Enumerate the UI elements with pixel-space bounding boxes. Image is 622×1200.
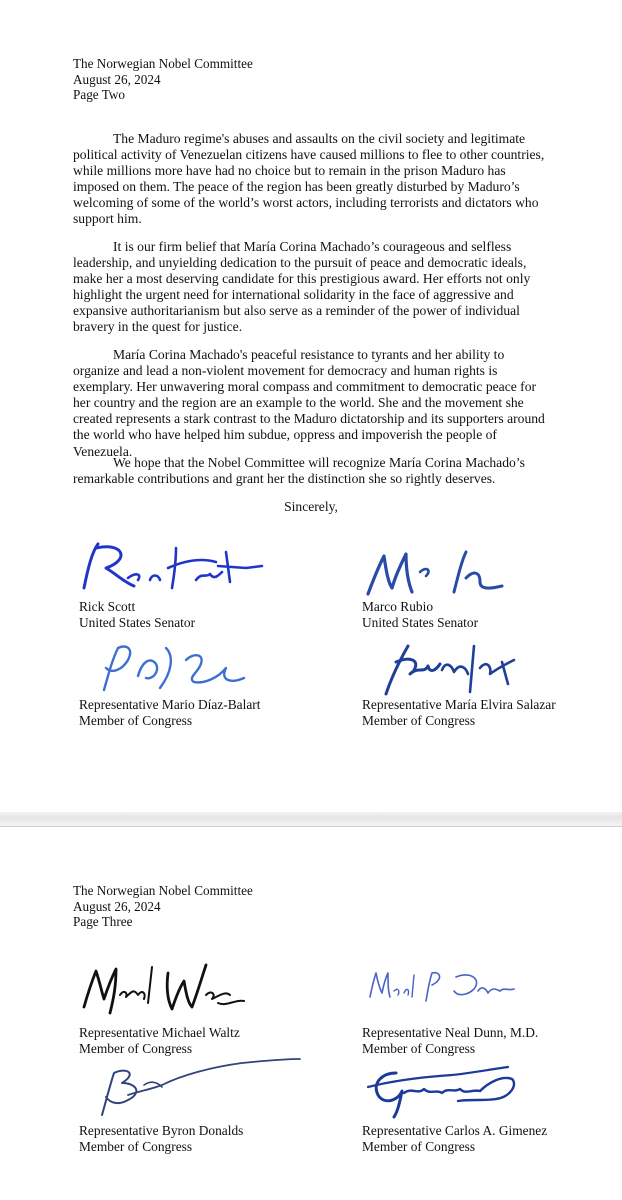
paragraph-1: The Maduro regime's abuses and assaults on the civil society and legitimate political activity of Venezuelan citizens have caused millions to flee to other countries, while millions more have had no choice but to remain in the prison Maduro has imposed on them. The peace of the region has been greatly disturbed by Maduro’s welcoming of some of the world’s worst actors, including terrorists and dictators who support him.	[73, 131, 545, 227]
signature-maria-elvira-salazar	[380, 640, 530, 700]
paragraph-4: We hope that the Nobel Committee will recognize María Corina Machado’s remarkable contributions and grant her the distinction she so rightly deserves.	[73, 455, 525, 487]
signature-marco-rubio	[362, 548, 522, 598]
signer-block-rick-scott	[79, 599, 195, 631]
date-line: August 26, 2024	[73, 898, 161, 914]
letter-header	[73, 56, 253, 103]
page-number-line: Page Three	[73, 914, 133, 929]
signer-block-mario-diaz-balart	[79, 697, 260, 729]
signer-title: United States Senator	[362, 615, 479, 630]
signer-title: United States Senator	[79, 615, 196, 630]
signer-name: Representative Mario Díaz-Balart	[79, 697, 261, 712]
signer-name: Representative Neal Dunn, M.D.	[362, 1025, 539, 1040]
page-separator	[0, 812, 622, 827]
signer-block-michael-waltz	[79, 1025, 240, 1057]
letter-header	[73, 883, 253, 930]
signer-name: Marco Rubio	[362, 599, 434, 614]
signer-title: Member of Congress	[79, 713, 193, 728]
paragraph-2: It is our firm belief that María Corina Machado’s courageous and selfless leadership, and unyielding dedication to the pursuit of peace and democratic ideals, make her a most deserving candidate for this prestigious award. Her efforts not only highlight the urgent need for international solidarity in the face of aggressive and expansive authoritarianism but also serve as a reminder of the power of individual bravery in the quest for justice.	[73, 239, 531, 335]
signer-name: Representative María Elvira Salazar	[362, 697, 556, 712]
signer-name: Representative Michael Waltz	[79, 1025, 240, 1040]
signer-name: Representative Byron Donalds	[79, 1123, 244, 1138]
signer-block-byron-donalds	[79, 1123, 243, 1155]
signer-block-neal-dunn	[362, 1025, 538, 1057]
recipient-line: The Norwegian Nobel Committee	[73, 56, 253, 71]
signer-title: Member of Congress	[79, 1041, 193, 1056]
signer-block-carlos-gimenez	[362, 1123, 547, 1155]
signature-carlos-gimenez	[362, 1059, 522, 1121]
signature-rick-scott	[76, 538, 276, 594]
signature-byron-donalds	[92, 1055, 312, 1121]
signer-title: Member of Congress	[362, 1139, 476, 1154]
recipient-line: The Norwegian Nobel Committee	[73, 883, 253, 898]
date-line: August 26, 2024	[73, 71, 161, 87]
signer-title: Member of Congress	[362, 1041, 476, 1056]
letter-page-three	[0, 827, 622, 1200]
signature-mario-diaz-balart	[94, 638, 254, 696]
signer-name: Representative Carlos A. Gimenez	[362, 1123, 548, 1138]
signature-michael-waltz	[80, 959, 250, 1021]
page-number-line: Page Two	[73, 87, 125, 102]
signer-block-marco-rubio	[362, 599, 478, 631]
signer-title: Member of Congress	[79, 1139, 193, 1154]
signer-title: Member of Congress	[362, 713, 476, 728]
signer-name: Rick Scott	[79, 599, 136, 614]
closing-line: Sincerely,	[284, 499, 338, 514]
signature-neal-dunn	[366, 967, 526, 1007]
signer-block-maria-elvira-salazar	[362, 697, 556, 729]
paragraph-3: María Corina Machado's peaceful resistance to tyrants and her ability to organize and lead a non-violent movement for democracy and human rights is exemplary. Her unwavering moral compass and commitment to democratic peace for her country and the region are an example to the world. She and the movement she created represents a stark contrast to the Maduro dictatorship and its supporters around the world who have helped him subdue, oppress and impoverish the people of Venezuela.	[73, 347, 545, 459]
